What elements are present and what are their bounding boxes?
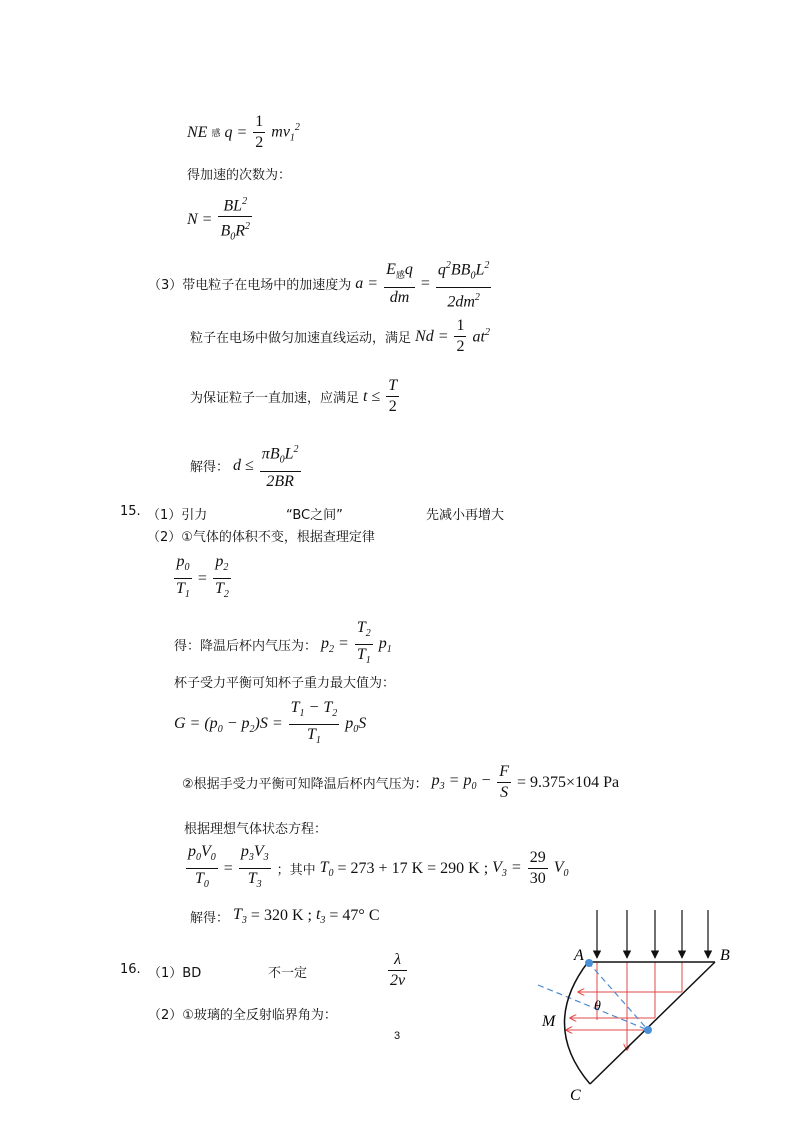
- frac-a2: $\frac{q^2BB_0L^2}{2dm^2}$: [436, 256, 491, 312]
- text-solve2: 解得：: [190, 910, 230, 926]
- label-theta: θ: [594, 999, 601, 1014]
- frac-p0T1: $\frac{p_0}{T_1}$: [176, 553, 190, 601]
- text-count: 得加速的次数为：: [187, 168, 292, 183]
- solve-line: 解得： d ≤ $\frac{\pi B_0L^2}{2BR}$: [190, 440, 303, 492]
- eq-G: $G = (p_0 - p_2)S$ = $\frac{T_1 - T_2}{T_1}$ $p_0S$: [174, 698, 366, 751]
- label-A: A: [574, 947, 584, 964]
- q16-p2: （2）①玻璃的全反射临界角为：: [148, 1008, 337, 1023]
- text-lowp: 得：降温后杯内气压为：: [174, 639, 318, 655]
- text-keep: 为保证粒子一直加速，应满足: [190, 391, 360, 406]
- q15-num: 15.: [120, 504, 141, 519]
- eq-N-left: N =: [187, 210, 213, 228]
- q15-p1b: “BC之间”: [286, 508, 343, 523]
- result-1: = 320 K ;: [250, 907, 312, 925]
- q16-p1: （1）BD: [148, 966, 202, 981]
- uniform-line: 粒子在电场中做匀加速直线运动，满足 Nd = $\frac{1}{2}$ $at^2$: [190, 317, 490, 355]
- eq-ne-rest: q =: [224, 123, 248, 141]
- ideal-line: $\frac{p_0V_0}{T_0}$ = $\frac{p_3V_3}{T_3}$ ；其中 $T_0$ = 273 + 17 K = 290 K ; $V_3$ = $\frac{29}{30}$ $V_0$: [184, 842, 569, 895]
- pressure-val: = 9.375×10: [517, 773, 592, 791]
- label-M: M: [542, 1013, 556, 1030]
- frac-lambda: $\frac{\lambda}{2v}$: [390, 951, 406, 989]
- frac-N: $\frac{BL^2}{B_0R^2}$: [218, 192, 252, 248]
- hand-line: ②根据手受力平衡可知降温后杯内气压为： $p_3 = p_0$ − $\frac{F}{S}$ = 9.375×10 4 Pa: [182, 763, 620, 801]
- eq-kinetic-energy: NE 感 q = $\frac{1}{2}$ $mv_1^2$: [187, 113, 300, 151]
- label-B: B: [720, 947, 730, 964]
- frac-29-30: $\frac{29}{30}$: [529, 849, 546, 888]
- lowp-line: 得：降温后杯内气压为： $p_2$ = $\frac{T_2}{T_1}$ $p_1$: [174, 618, 392, 671]
- optics-figure: [530, 900, 750, 1115]
- text-uniform: 粒子在电场中做匀加速直线运动，满足: [190, 331, 412, 346]
- point-O-dot: [644, 1026, 652, 1034]
- point-A-dot: [585, 959, 593, 967]
- text-solve: 解得：: [190, 460, 230, 476]
- refracted-rays: [566, 962, 682, 1050]
- eq-ne-sub: 感: [211, 129, 221, 139]
- frac-T1T2: $\frac{T_1 - T_2}{T_1}$: [290, 699, 338, 747]
- pressure-unit: Pa: [603, 773, 620, 791]
- incident-arrows: [597, 910, 708, 958]
- q15-p1: （1）引力: [147, 508, 208, 523]
- page-number: 3: [394, 1030, 401, 1042]
- q3-label: （3）带电粒子在电场中的加速度为: [148, 278, 352, 294]
- frac-FS: $\frac{F}{S}$: [499, 763, 510, 801]
- frac-a1: $\frac{E_感q}{dm}$: [386, 261, 413, 306]
- label-C: C: [570, 1087, 581, 1104]
- text-ideal: 根据理想气体状态方程：: [184, 822, 328, 837]
- frac-t: $\frac{T}{2}$: [388, 377, 398, 415]
- text-hand: ②根据手受力平衡可知降温后杯内气压为：: [182, 777, 428, 792]
- frac-p0V0: $\frac{p_0V_0}{T_0}$: [188, 843, 216, 891]
- frac-p3V3: $\frac{p_3V_3}{T_3}$: [240, 843, 269, 891]
- eq-charles: $\frac{p_0}{T_1}$ = $\frac{p_2}{T_2}$: [172, 552, 233, 605]
- frac-d: $\frac{\pi B_0L^2}{2BR}$: [260, 440, 301, 492]
- q16-num: 16.: [120, 962, 141, 977]
- keep-line: 为保证粒子一直加速，应满足 t ≤ $\frac{T}{2}$: [190, 377, 398, 415]
- q16-p1b: 不一定: [268, 966, 308, 981]
- result-2: = 47° C: [329, 907, 380, 925]
- q3-line: （3）带电粒子在电场中的加速度为 a = $\frac{E_感q}{dm}$ = $\frac{q^2BB_0L^2}{2dm^2}$: [148, 256, 493, 312]
- eq-N: [187, 192, 254, 248]
- eq-lambda: [386, 950, 409, 991]
- frac-p2T2: $\frac{p_2}{T_2}$: [214, 553, 229, 601]
- q15-p2: （2）①气体的体积不变，根据查理定律: [147, 530, 375, 545]
- text-where: ；其中: [276, 863, 316, 879]
- frac-half: $\frac{1}{2}$: [255, 113, 264, 151]
- solve2-line: 解得： $T_3$ = 320 K ; $t_3$ = 47° C: [190, 906, 380, 927]
- frac-T2T1: $\frac{T_2}{T_1}$: [356, 619, 371, 667]
- frac-half-2: $\frac{1}{2}$: [456, 317, 465, 355]
- q15-p1c: 先减小再增大: [426, 508, 505, 523]
- text-balance: 杯子受力平衡可知杯子重力最大值为：: [174, 676, 396, 691]
- pressure-exp: 4: [591, 773, 600, 791]
- glass-outline: [564, 962, 715, 1084]
- eq-ne: NE: [187, 123, 208, 141]
- temp-eq: = 273 + 17 K = 290 K ;: [337, 859, 489, 877]
